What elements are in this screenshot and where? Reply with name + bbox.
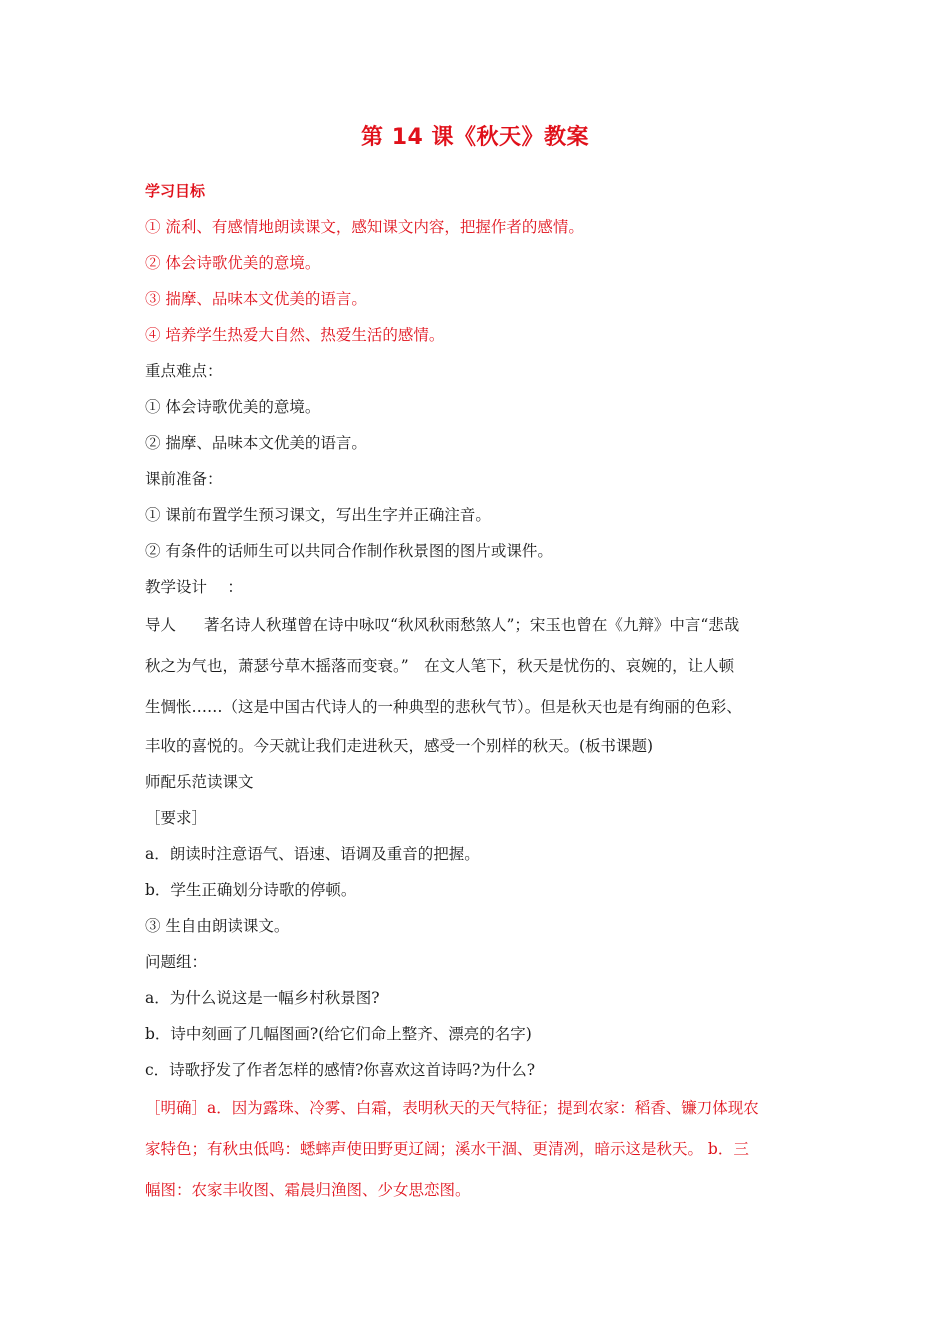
intro-line: 生惆怅……（这是中国古代诗人的一种典型的悲秋气节）。但是秋天也是有绚丽的色彩、 (145, 698, 742, 716)
objective-item: ③ 揣摩、品味本文优美的语言。 (145, 290, 367, 308)
key-point-item: ① 体会诗歌优美的意境。 (145, 398, 321, 416)
objective-item: ① 流利、有感情地朗读课文，感知课文内容，把握作者的感情。 (145, 218, 584, 236)
answer-line: 家特色；有秋虫低鸣：蟋蟀声使田野更辽阔；溪水干涸、更清冽，暗示这是秋天。 b．三 (145, 1140, 749, 1158)
requirements-heading: ［要求］ (145, 809, 208, 827)
prep-heading: 课前准备： (145, 470, 223, 488)
intro-label: 导人 (145, 616, 177, 634)
requirement-item: b．学生正确划分诗歌的停顿。 (145, 881, 357, 899)
design-heading: 教学设计 ： (145, 578, 243, 596)
objective-item: ② 体会诗歌优美的意境。 (145, 254, 321, 272)
requirement-item: a．朗读时注意语气、语速、语调及重音的把握。 (145, 845, 480, 863)
questions-heading: 问题组： (145, 953, 208, 971)
question-item: a．为什么说这是一幅乡村秋景图? (145, 989, 380, 1007)
objectives-heading: 学习目标 (145, 182, 206, 200)
key-point-item: ② 揣摩、品味本文优美的语言。 (145, 434, 367, 452)
answer-line: ［明确］a．因为露珠、冷雾、白霜，表明秋天的天气特征；提到农家：稻香、镰刀体现农 (145, 1099, 759, 1117)
document-body (145, 173, 807, 1211)
objective-item: ④ 培养学生热爱大自然、热爱生活的感情。 (145, 326, 445, 344)
key-points-heading: 重点难点： (145, 362, 223, 380)
lesson-title: 第 14 课《秋天》教案 (361, 125, 589, 150)
intro-line: 丰收的喜悦的。今天就让我们走进秋天，感受一个别样的秋天。(板书课题) (145, 737, 654, 755)
requirement-item: ③ 生自由朗读课文。 (145, 917, 290, 935)
question-item: b．诗中刻画了几幅图画?(给它们命上整齐、漂亮的名字) (145, 1025, 532, 1043)
prep-item: ① 课前布置学生预习课文，写出生字并正确注音。 (145, 506, 491, 524)
intro-paragraph (145, 605, 807, 728)
reading-line: 师配乐范读课文 (145, 773, 254, 791)
answer-line: 幅图：农家丰收图、霜晨归渔图、少女思恋图。 (145, 1181, 471, 1199)
answer-paragraph (145, 1088, 807, 1211)
question-item: c．诗歌抒发了作者怎样的感情?你喜欢这首诗吗?为什么? (145, 1061, 536, 1079)
prep-item: ② 有条件的话师生可以共同合作制作秋景图的图片或课件。 (145, 542, 553, 560)
intro-line-1: 导人 著名诗人秋瑾曾在诗中咏叹“秋风秋雨愁煞人”；宋玉也曾在《九辩》中言“悲哉 (145, 616, 740, 634)
intro-line: 秋之为气也，萧瑟兮草木摇落而变衰。” 在文人笔下，秋天是忧伤的、哀婉的，让人顿 (145, 657, 735, 675)
